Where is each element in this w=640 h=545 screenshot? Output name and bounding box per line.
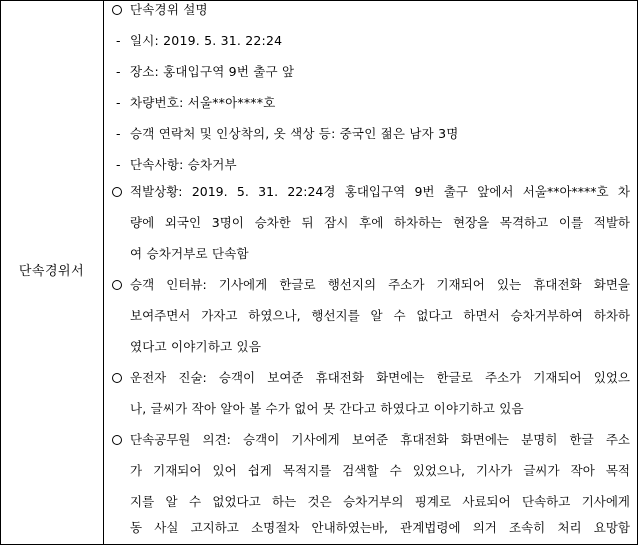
- dash-marker: -: [116, 126, 121, 141]
- passenger-interview-line: 승객 인터뷰: 기사에게 한글로 행선지의 주소가 기재되어 있는 휴대전화 화면을: [130, 277, 630, 292]
- officer-opinion-line: 지를 알 수 없었다고 하는 것은 승차거부의 핑계로 사료되어 단속하고 기사에게: [130, 494, 630, 509]
- circle-bullet-icon: [112, 280, 122, 290]
- detection-text-line: 적발상황: 2019. 5. 31. 22:24경 홍대입구역 9번 출구 앞에서 서울**아****호 차: [130, 184, 630, 199]
- passenger-interview-line: 였다고 이야기하고 있음: [130, 339, 262, 354]
- vehicle-number-field: 차량번호: 서울**아****호: [130, 95, 276, 110]
- circle-bullet-icon: [112, 435, 122, 445]
- circle-bullet-icon: [112, 187, 122, 197]
- dash-marker: -: [116, 95, 121, 110]
- column-divider: [103, 0, 104, 545]
- dash-marker: -: [116, 33, 121, 48]
- officer-opinion-line: 동 사실 고지하고 소명절차 안내하였는바, 관계법령에 의거 조속히 처리 요망함: [130, 520, 630, 535]
- row-header-text: 단속경위서: [18, 264, 85, 279]
- dash-marker: -: [116, 64, 121, 79]
- date-field: 일시: 2019. 5. 31. 22:24: [130, 33, 283, 48]
- passenger-info-field: 승객 연락처 및 인상착의, 옷 색상 등: 중국인 젊은 남자 3명: [130, 126, 459, 141]
- officer-opinion-line: 가 기재되어 있어 쉽게 목적지를 검색할 수 있었으나, 기사가 글씨가 작아 목적: [130, 463, 630, 478]
- driver-statement-line: 나, 글씨가 작아 알아 볼 수가 없어 못 간다고 하였다고 이야기하고 있음: [130, 401, 524, 416]
- section-heading: 단속경위 설명: [130, 2, 208, 17]
- circle-bullet-icon: [112, 373, 122, 383]
- detection-text-line: 여 승차거부로 단속함: [130, 246, 249, 261]
- driver-statement-line: 운전자 진술: 승객이 보여준 휴대전화 화면에는 한글로 주소가 기재되어 있었으: [130, 370, 630, 385]
- circle-bullet-icon: [112, 5, 122, 15]
- passenger-interview-line: 보여주면서 가자고 하였으나, 행선지를 알 수 없다고 하면서 승차거부하여 하차하: [130, 308, 630, 323]
- detection-text-line: 량에 외국인 3명이 승차한 뒤 잠시 후에 하차하는 현장을 목격하고 이를 적발하: [130, 215, 630, 230]
- row-header-label: [0, 0, 103, 539]
- officer-opinion-line: 단속공무원 의견: 승객이 기사에게 보여준 휴대전화 화면에는 분명히 한글 주소: [130, 432, 630, 447]
- dash-marker: -: [116, 157, 121, 172]
- location-field: 장소: 홍대입구역 9번 출구 앞: [130, 64, 295, 79]
- violation-field: 단속사항: 승차거부: [130, 157, 237, 172]
